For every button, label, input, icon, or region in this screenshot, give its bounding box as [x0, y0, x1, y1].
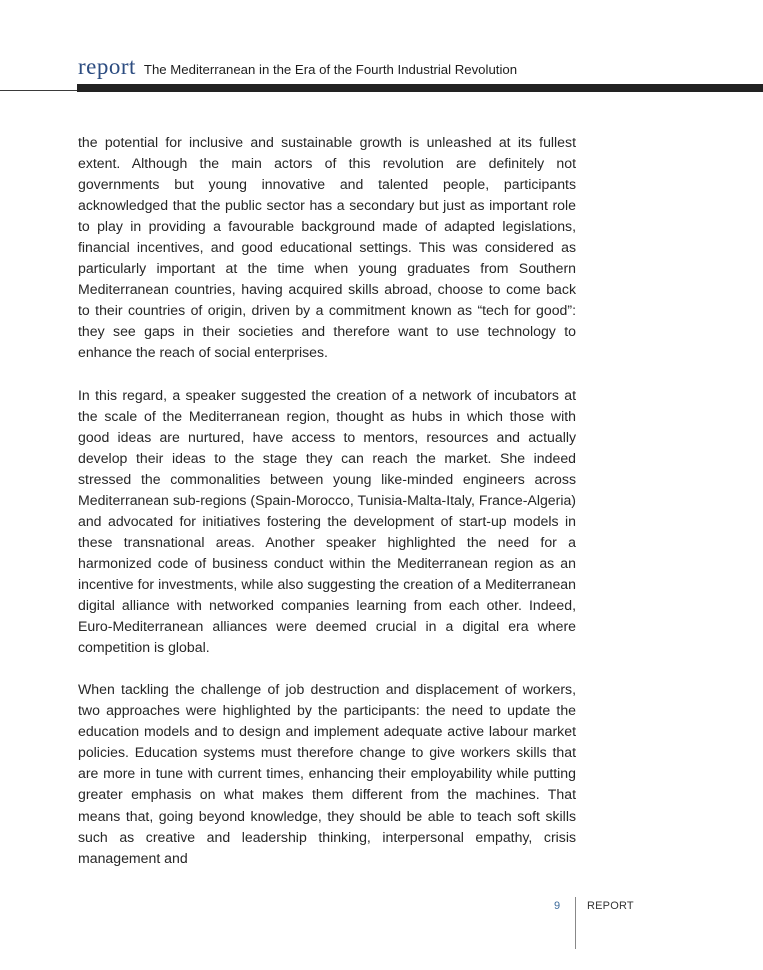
paragraph: In this regard, a speaker suggested the creation of a network of incubators at the scale of the Mediterranean region, thought as hubs in which those with good ideas are nurtured, have access to mentors, resources and actually develop their ideas to the stage they can reach the market. She indeed stressed the commonalities between young like-minded engineers across Mediterranean sub-regions (Spain-Morocco, Tunisia-Malta-Italy, France-Algeria) and advocated for initiatives fostering the development of start-up models in these transnational areas. Another speaker highlighted the need for a harmonized code of business conduct within the Mediterranean region as an incentive for investments, while also suggesting the creation of a Mediterranean digital alliance with networked companies learning from each other. Indeed, Euro-Mediterranean alliances were deemed crucial in a digital era where competition is global.	[78, 386, 576, 656]
running-header	[78, 54, 517, 80]
footer-section-label: REPORT	[587, 900, 634, 912]
footer-divider	[575, 897, 576, 949]
header-rule-bar	[77, 84, 763, 92]
page-number: 9	[554, 900, 561, 912]
paragraph: the potential for inclusive and sustainable growth is unleashed at its fullest extent. Although the main actors of this revolution are definitely not governments but young innovative and talented people, participants acknowledged that the public sector has a secondary but just as important role to play in providing a favourable background made of adapted legislations, financial incentives, and good educational settings. This was considered as particularly important at the time when young graduates from Southern Mediterranean countries, having acquired skills abroad, choose to come back to their countries of origin, driven by a commitment known as “tech for good”: they see gaps in their societies and therefore want to use technology to enhance the reach of social enterprises.	[78, 134, 576, 361]
paragraph: When tackling the challenge of job destruction and displacement of workers, two approaches were highlighted by the participants: the need to update the education models and to design and implement adequate active labour market policies. Education systems must therefore change to give workers skills that are more in tune with current times, enhancing their employability while putting greater emphasis on what makes them different from the machines. That means that, going beyond knowledge, they should be able to teach soft skills such as creative and leadership thinking, interpersonal empathy, crisis management and	[78, 681, 576, 866]
body-text	[78, 132, 576, 890]
document-title: The Mediterranean in the Era of the Fourth Industrial Revolution	[143, 62, 518, 77]
header-rule-thin	[0, 90, 78, 91]
brand-wordmark: report	[78, 54, 136, 79]
